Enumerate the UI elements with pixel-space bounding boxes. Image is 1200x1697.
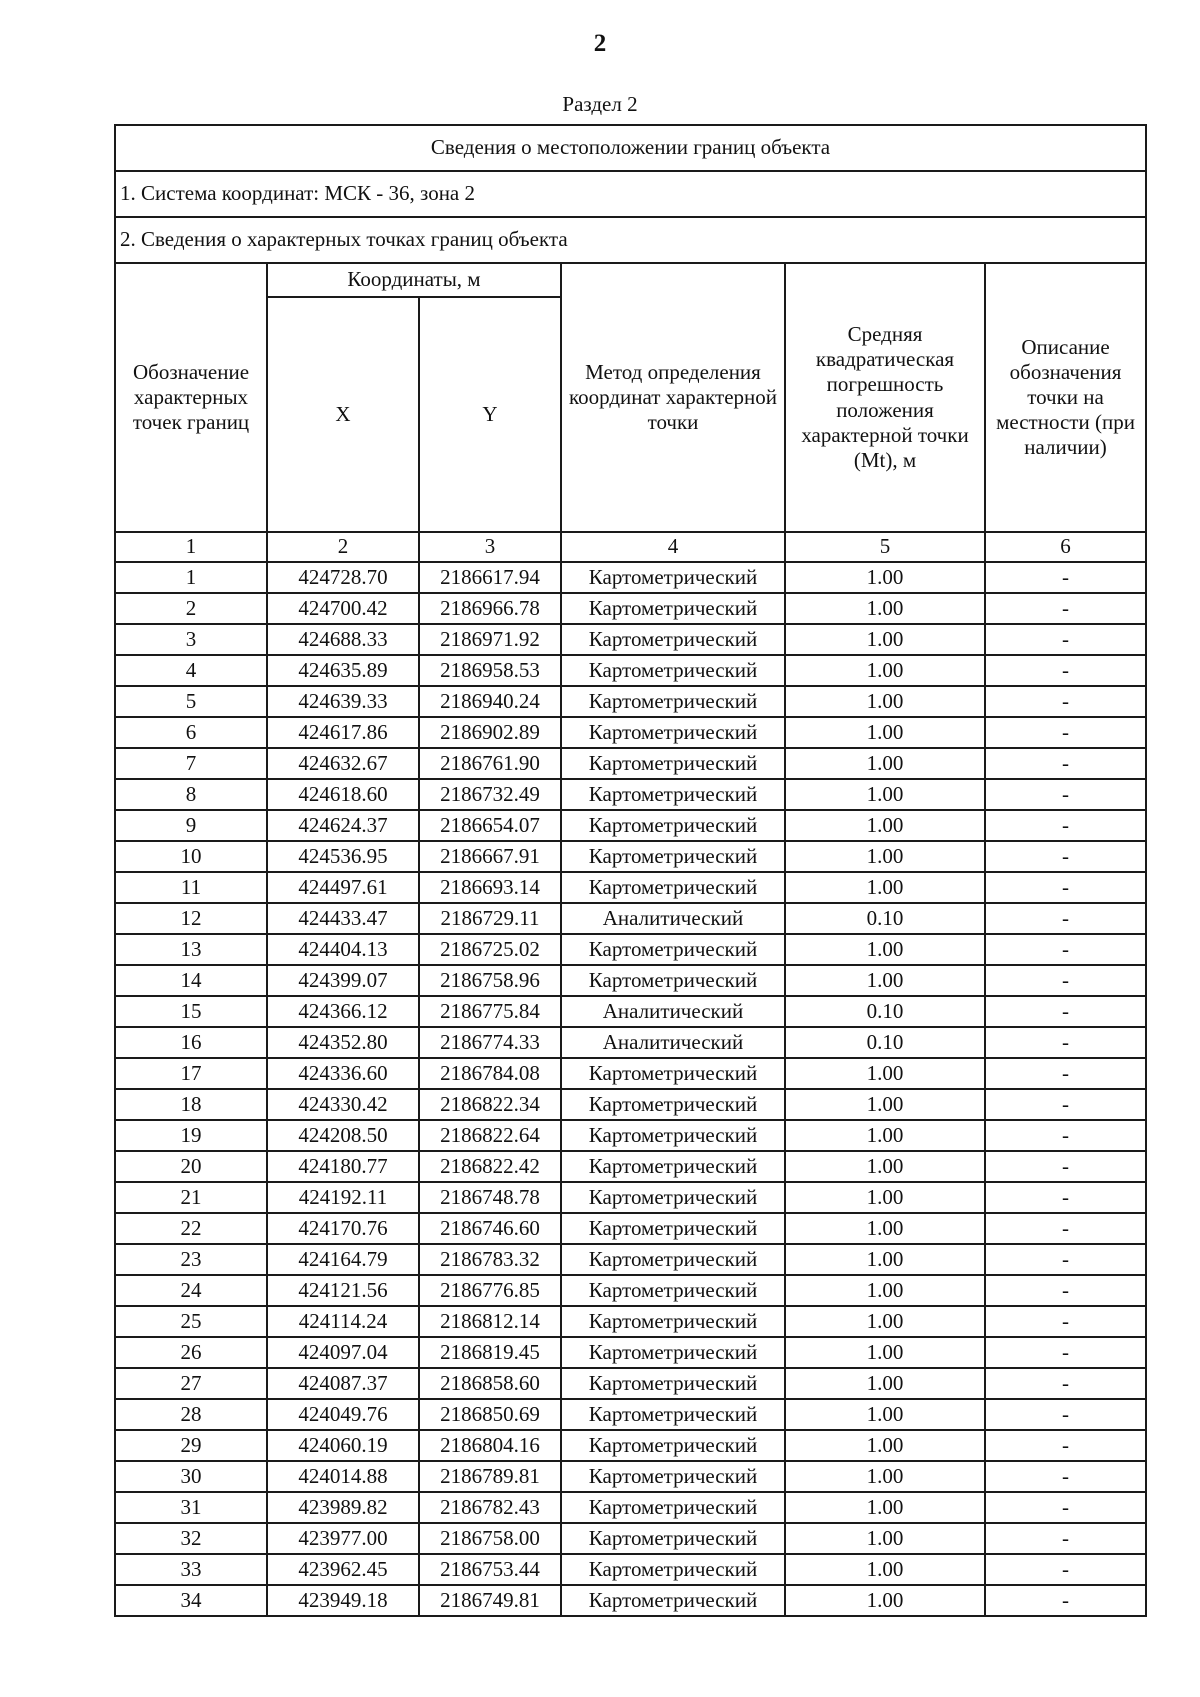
description-cell: - <box>985 903 1146 934</box>
x-coordinate-cell: 424049.76 <box>267 1399 419 1430</box>
table-row <box>115 1368 1146 1399</box>
error-cell: 1.00 <box>785 593 985 624</box>
x-coordinate-cell: 424399.07 <box>267 965 419 996</box>
table-row <box>115 1492 1146 1523</box>
y-coordinate-cell: 2186753.44 <box>419 1554 561 1585</box>
description-cell: - <box>985 1337 1146 1368</box>
table-row <box>115 562 1146 593</box>
table-row <box>115 779 1146 810</box>
description-cell: - <box>985 1399 1146 1430</box>
table-row <box>115 1461 1146 1492</box>
method-cell: Картометрический <box>561 1337 785 1368</box>
x-coordinate-cell: 423977.00 <box>267 1523 419 1554</box>
header-description: Описание обозначения точки на местности (при наличии) <box>985 263 1146 532</box>
y-coordinate-cell: 2186617.94 <box>419 562 561 593</box>
description-cell: - <box>985 1089 1146 1120</box>
table-row <box>115 1554 1146 1585</box>
description-cell: - <box>985 1213 1146 1244</box>
x-coordinate-cell: 424433.47 <box>267 903 419 934</box>
y-coordinate-cell: 2186732.49 <box>419 779 561 810</box>
point-number-cell: 4 <box>115 655 267 686</box>
table-row <box>115 841 1146 872</box>
table-row <box>115 717 1146 748</box>
error-cell: 1.00 <box>785 717 985 748</box>
y-coordinate-cell: 2186958.53 <box>419 655 561 686</box>
method-cell: Картометрический <box>561 1523 785 1554</box>
table-row <box>115 655 1146 686</box>
table-row <box>115 686 1146 717</box>
y-coordinate-cell: 2186654.07 <box>419 810 561 841</box>
method-cell: Картометрический <box>561 1120 785 1151</box>
point-number-cell: 12 <box>115 903 267 934</box>
y-coordinate-cell: 2186812.14 <box>419 1306 561 1337</box>
y-coordinate-cell: 2186784.08 <box>419 1058 561 1089</box>
error-cell: 1.00 <box>785 1244 985 1275</box>
y-coordinate-cell: 2186758.00 <box>419 1523 561 1554</box>
point-number-cell: 30 <box>115 1461 267 1492</box>
table-row <box>115 1306 1146 1337</box>
method-cell: Картометрический <box>561 1151 785 1182</box>
point-number-cell: 34 <box>115 1585 267 1616</box>
error-cell: 1.00 <box>785 1492 985 1523</box>
point-number-cell: 7 <box>115 748 267 779</box>
method-cell: Картометрический <box>561 1554 785 1585</box>
x-coordinate-cell: 424208.50 <box>267 1120 419 1151</box>
description-cell: - <box>985 1306 1146 1337</box>
error-cell: 1.00 <box>785 934 985 965</box>
method-cell: Картометрический <box>561 655 785 686</box>
x-coordinate-cell: 424688.33 <box>267 624 419 655</box>
description-cell: - <box>985 655 1146 686</box>
error-cell: 1.00 <box>785 1058 985 1089</box>
description-cell: - <box>985 810 1146 841</box>
x-coordinate-cell: 424180.77 <box>267 1151 419 1182</box>
table-row <box>115 1089 1146 1120</box>
point-number-cell: 9 <box>115 810 267 841</box>
column-number: 3 <box>419 532 561 562</box>
table-row <box>115 965 1146 996</box>
table-row <box>115 996 1146 1027</box>
error-cell: 1.00 <box>785 841 985 872</box>
x-coordinate-cell: 424618.60 <box>267 779 419 810</box>
y-coordinate-cell: 2186667.91 <box>419 841 561 872</box>
y-coordinate-cell: 2186776.85 <box>419 1275 561 1306</box>
point-number-cell: 2 <box>115 593 267 624</box>
method-cell: Картометрический <box>561 1461 785 1492</box>
x-coordinate-cell: 424170.76 <box>267 1213 419 1244</box>
description-cell: - <box>985 1182 1146 1213</box>
table-row <box>115 1585 1146 1616</box>
method-cell: Картометрический <box>561 965 785 996</box>
description-cell: - <box>985 1461 1146 1492</box>
point-number-cell: 16 <box>115 1027 267 1058</box>
x-coordinate-cell: 424014.88 <box>267 1461 419 1492</box>
y-coordinate-cell: 2186783.32 <box>419 1244 561 1275</box>
point-number-cell: 23 <box>115 1244 267 1275</box>
y-coordinate-cell: 2186782.43 <box>419 1492 561 1523</box>
method-cell: Картометрический <box>561 779 785 810</box>
page-number: 2 <box>593 30 607 57</box>
error-cell: 1.00 <box>785 1120 985 1151</box>
table-row <box>115 1213 1146 1244</box>
point-number-cell: 22 <box>115 1213 267 1244</box>
point-number-cell: 10 <box>115 841 267 872</box>
method-cell: Аналитический <box>561 996 785 1027</box>
description-cell: - <box>985 1368 1146 1399</box>
y-coordinate-cell: 2186819.45 <box>419 1337 561 1368</box>
y-coordinate-cell: 2186693.14 <box>419 872 561 903</box>
table-row <box>115 624 1146 655</box>
x-coordinate-cell: 424728.70 <box>267 562 419 593</box>
y-coordinate-cell: 2186822.42 <box>419 1151 561 1182</box>
boundary-points-table <box>114 124 1147 1617</box>
header-error: Средняя квадратическая погрешность положения характерной точки (Mt), м <box>785 263 985 532</box>
error-cell: 1.00 <box>785 686 985 717</box>
error-cell: 1.00 <box>785 748 985 779</box>
point-number-cell: 8 <box>115 779 267 810</box>
point-number-cell: 21 <box>115 1182 267 1213</box>
error-cell: 1.00 <box>785 1213 985 1244</box>
table-row <box>115 1058 1146 1089</box>
table-row <box>115 1275 1146 1306</box>
column-number: 5 <box>785 532 985 562</box>
error-cell: 1.00 <box>785 1368 985 1399</box>
table-row <box>115 1523 1146 1554</box>
error-cell: 1.00 <box>785 1399 985 1430</box>
point-number-cell: 11 <box>115 872 267 903</box>
table-row <box>115 903 1146 934</box>
table-row <box>115 748 1146 779</box>
table-title: Сведения о местоположении границ объекта <box>115 125 1146 171</box>
description-cell: - <box>985 841 1146 872</box>
description-cell: - <box>985 1523 1146 1554</box>
description-cell: - <box>985 1275 1146 1306</box>
x-coordinate-cell: 424635.89 <box>267 655 419 686</box>
table-row <box>115 1244 1146 1275</box>
method-cell: Картометрический <box>561 1368 785 1399</box>
x-coordinate-cell: 424536.95 <box>267 841 419 872</box>
table-row <box>115 1182 1146 1213</box>
method-cell: Картометрический <box>561 562 785 593</box>
column-number: 1 <box>115 532 267 562</box>
method-cell: Картометрический <box>561 717 785 748</box>
table-row <box>115 1120 1146 1151</box>
description-cell: - <box>985 1151 1146 1182</box>
description-cell: - <box>985 1430 1146 1461</box>
method-cell: Картометрический <box>561 593 785 624</box>
x-coordinate-cell: 424639.33 <box>267 686 419 717</box>
point-number-cell: 14 <box>115 965 267 996</box>
error-cell: 1.00 <box>785 965 985 996</box>
point-number-cell: 17 <box>115 1058 267 1089</box>
table-row <box>115 810 1146 841</box>
x-coordinate-cell: 423949.18 <box>267 1585 419 1616</box>
y-coordinate-cell: 2186966.78 <box>419 593 561 624</box>
description-cell: - <box>985 1585 1146 1616</box>
x-coordinate-cell: 424330.42 <box>267 1089 419 1120</box>
method-cell: Картометрический <box>561 1585 785 1616</box>
error-cell: 0.10 <box>785 1027 985 1058</box>
section-title: Раздел 2 <box>562 92 638 116</box>
error-cell: 1.00 <box>785 1275 985 1306</box>
error-cell: 1.00 <box>785 1430 985 1461</box>
y-coordinate-cell: 2186775.84 <box>419 996 561 1027</box>
method-cell: Картометрический <box>561 748 785 779</box>
method-cell: Картометрический <box>561 1399 785 1430</box>
error-cell: 1.00 <box>785 655 985 686</box>
x-coordinate-cell: 423962.45 <box>267 1554 419 1585</box>
x-coordinate-cell: 424087.37 <box>267 1368 419 1399</box>
method-cell: Картометрический <box>561 1058 785 1089</box>
method-cell: Картометрический <box>561 1089 785 1120</box>
x-coordinate-cell: 423989.82 <box>267 1492 419 1523</box>
method-cell: Картометрический <box>561 1492 785 1523</box>
point-number-cell: 31 <box>115 1492 267 1523</box>
x-coordinate-cell: 424121.56 <box>267 1275 419 1306</box>
error-cell: 1.00 <box>785 872 985 903</box>
y-coordinate-cell: 2186749.81 <box>419 1585 561 1616</box>
y-coordinate-cell: 2186729.11 <box>419 903 561 934</box>
point-number-cell: 25 <box>115 1306 267 1337</box>
point-number-cell: 24 <box>115 1275 267 1306</box>
error-cell: 1.00 <box>785 624 985 655</box>
method-cell: Картометрический <box>561 1306 785 1337</box>
table-row <box>115 934 1146 965</box>
error-cell: 1.00 <box>785 1554 985 1585</box>
method-cell: Аналитический <box>561 1027 785 1058</box>
point-number-cell: 29 <box>115 1430 267 1461</box>
method-cell: Картометрический <box>561 841 785 872</box>
method-cell: Картометрический <box>561 624 785 655</box>
column-number: 2 <box>267 532 419 562</box>
description-cell: - <box>985 996 1146 1027</box>
description-cell: - <box>985 779 1146 810</box>
description-cell: - <box>985 717 1146 748</box>
x-coordinate-cell: 424192.11 <box>267 1182 419 1213</box>
method-cell: Картометрический <box>561 1213 785 1244</box>
x-coordinate-cell: 424097.04 <box>267 1337 419 1368</box>
y-coordinate-cell: 2186789.81 <box>419 1461 561 1492</box>
error-cell: 1.00 <box>785 1089 985 1120</box>
error-cell: 1.00 <box>785 1337 985 1368</box>
table-row <box>115 1151 1146 1182</box>
table-subtitle: 2. Сведения о характерных точках границ объекта <box>115 217 1146 263</box>
error-cell: 0.10 <box>785 996 985 1027</box>
x-coordinate-cell: 424632.67 <box>267 748 419 779</box>
error-cell: 1.00 <box>785 1182 985 1213</box>
description-cell: - <box>985 593 1146 624</box>
point-number-cell: 33 <box>115 1554 267 1585</box>
method-cell: Картометрический <box>561 1430 785 1461</box>
error-cell: 1.00 <box>785 562 985 593</box>
y-coordinate-cell: 2186822.64 <box>419 1120 561 1151</box>
x-coordinate-cell: 424700.42 <box>267 593 419 624</box>
y-coordinate-cell: 2186850.69 <box>419 1399 561 1430</box>
x-coordinate-cell: 424617.86 <box>267 717 419 748</box>
error-cell: 1.00 <box>785 1461 985 1492</box>
table-row <box>115 872 1146 903</box>
error-cell: 1.00 <box>785 1151 985 1182</box>
description-cell: - <box>985 1492 1146 1523</box>
x-coordinate-cell: 424164.79 <box>267 1244 419 1275</box>
description-cell: - <box>985 686 1146 717</box>
table-row <box>115 1337 1146 1368</box>
error-cell: 1.00 <box>785 1523 985 1554</box>
point-number-cell: 15 <box>115 996 267 1027</box>
description-cell: - <box>985 1244 1146 1275</box>
column-number: 4 <box>561 532 785 562</box>
description-cell: - <box>985 562 1146 593</box>
y-coordinate-cell: 2186804.16 <box>419 1430 561 1461</box>
y-coordinate-cell: 2186725.02 <box>419 934 561 965</box>
y-coordinate-cell: 2186748.78 <box>419 1182 561 1213</box>
point-number-cell: 18 <box>115 1089 267 1120</box>
x-coordinate-cell: 424366.12 <box>267 996 419 1027</box>
header-coordinates: Координаты, м <box>267 263 561 297</box>
x-coordinate-cell: 424060.19 <box>267 1430 419 1461</box>
header-y: Y <box>419 297 561 532</box>
header-x: X <box>267 297 419 532</box>
y-coordinate-cell: 2186774.33 <box>419 1027 561 1058</box>
method-cell: Картометрический <box>561 934 785 965</box>
y-coordinate-cell: 2186902.89 <box>419 717 561 748</box>
description-cell: - <box>985 1554 1146 1585</box>
y-coordinate-cell: 2186822.34 <box>419 1089 561 1120</box>
x-coordinate-cell: 424404.13 <box>267 934 419 965</box>
method-cell: Картометрический <box>561 1182 785 1213</box>
point-number-cell: 28 <box>115 1399 267 1430</box>
point-number-cell: 13 <box>115 934 267 965</box>
description-cell: - <box>985 872 1146 903</box>
table-row <box>115 1399 1146 1430</box>
x-coordinate-cell: 424352.80 <box>267 1027 419 1058</box>
column-number: 6 <box>985 532 1146 562</box>
description-cell: - <box>985 1120 1146 1151</box>
description-cell: - <box>985 1027 1146 1058</box>
y-coordinate-cell: 2186971.92 <box>419 624 561 655</box>
point-number-cell: 26 <box>115 1337 267 1368</box>
point-number-cell: 6 <box>115 717 267 748</box>
error-cell: 1.00 <box>785 779 985 810</box>
column-numbers-row <box>115 532 1146 562</box>
method-cell: Картометрический <box>561 1275 785 1306</box>
table-row <box>115 1430 1146 1461</box>
y-coordinate-cell: 2186940.24 <box>419 686 561 717</box>
method-cell: Картометрический <box>561 686 785 717</box>
y-coordinate-cell: 2186758.96 <box>419 965 561 996</box>
description-cell: - <box>985 965 1146 996</box>
header-point: Обозначение характерных точек границ <box>115 263 267 532</box>
coordinate-system: 1. Система координат: МСК - 36, зона 2 <box>115 171 1146 217</box>
error-cell: 1.00 <box>785 1585 985 1616</box>
x-coordinate-cell: 424624.37 <box>267 810 419 841</box>
header-method: Метод определения координат характерной точки <box>561 263 785 532</box>
description-cell: - <box>985 1058 1146 1089</box>
error-cell: 0.10 <box>785 903 985 934</box>
point-number-cell: 20 <box>115 1151 267 1182</box>
point-number-cell: 3 <box>115 624 267 655</box>
description-cell: - <box>985 934 1146 965</box>
x-coordinate-cell: 424114.24 <box>267 1306 419 1337</box>
method-cell: Картометрический <box>561 810 785 841</box>
x-coordinate-cell: 424497.61 <box>267 872 419 903</box>
point-number-cell: 32 <box>115 1523 267 1554</box>
point-number-cell: 19 <box>115 1120 267 1151</box>
method-cell: Картометрический <box>561 1244 785 1275</box>
table-row <box>115 1027 1146 1058</box>
error-cell: 1.00 <box>785 1306 985 1337</box>
point-number-cell: 1 <box>115 562 267 593</box>
point-number-cell: 27 <box>115 1368 267 1399</box>
y-coordinate-cell: 2186746.60 <box>419 1213 561 1244</box>
x-coordinate-cell: 424336.60 <box>267 1058 419 1089</box>
description-cell: - <box>985 624 1146 655</box>
table-row <box>115 593 1146 624</box>
method-cell: Аналитический <box>561 903 785 934</box>
y-coordinate-cell: 2186761.90 <box>419 748 561 779</box>
error-cell: 1.00 <box>785 810 985 841</box>
point-number-cell: 5 <box>115 686 267 717</box>
method-cell: Картометрический <box>561 872 785 903</box>
description-cell: - <box>985 748 1146 779</box>
y-coordinate-cell: 2186858.60 <box>419 1368 561 1399</box>
